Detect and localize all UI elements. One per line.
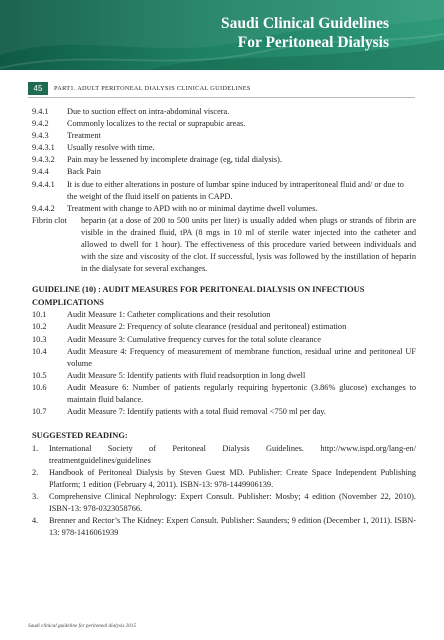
page-body (32, 106, 416, 539)
list-item: 9.4.4.2 Treatment with change to APD with no or minimal daytime dwell volumes. (32, 203, 318, 213)
section-9-4-items (32, 106, 416, 215)
header-divider (28, 97, 415, 98)
list-item: 10.1 Audit Measure 1: Catheter complications and their resolution (32, 310, 271, 320)
list-item: 10.3 Audit Measure 3: Cumulative frequency curves for the total solute clearance (32, 334, 321, 344)
fibrin-clot-paragraph (32, 215, 416, 275)
list-item: 9.4.3 Treatment (32, 131, 101, 141)
reference-item: 4. Brenner and Rector’s The Kidney: Expert Consult. Publisher: Saunders; 9 edition (December 1, 2011). ISBN-13: 978-1416061939 (32, 516, 416, 538)
list-item: 9.4.3.1 Usually resolve with time. (32, 143, 155, 153)
page-header-bar (28, 82, 251, 95)
document-title (221, 14, 389, 52)
list-item: 9.4.4 Back Pain (32, 167, 101, 177)
title-line-2: For Peritoneal Dialysis (237, 34, 389, 51)
reference-item: 3. Comprehensive Clinical Nephrology: Expert Consult. Publisher: Mosby; 4 edition (November 22, 2010). ISBN-13: 978-0323058766. (32, 492, 416, 514)
page-number: 45 (28, 82, 48, 95)
list-item: 10.2 Audit Measure 2: Frequency of solute clearance (residual and peritoneal) estimation (32, 322, 347, 332)
list-item: 9.4.3.2 Pain may be lessened by incomplete drainage (eg, tidal dialysis). (32, 155, 282, 165)
list-item: 10.4 Audit Measure 4: Frequency of measurement of membrane function, residual urine and peritoneal UF volume (32, 346, 416, 368)
fibrin-clot-label: Fibrin clot (32, 215, 67, 225)
suggested-reading-heading: SUGGESTED READING: (32, 431, 128, 441)
part-label: PART1. ADULT PERITONEAL DIALYSIS CLINICAL GUIDELINES (54, 85, 251, 92)
reference-item: 2. Handbook of Peritoneal Dialysis by Steven Guest MD. Publisher: Create Space Independent Publishing Platform; 1 edition (February 4, 2011). ISBN-13: 978-1449906139. (32, 467, 416, 489)
audit-measures-list (32, 309, 416, 418)
list-item: 10.7 Audit Measure 7: Identify patients with a total fluid removal <750 ml per day. (32, 407, 326, 417)
list-item: 9.4.4.1 It is due to either alterations in posture of lumbar spine induced by intraperitoneal fluid and/ or due to the weight of the fluid itself on patients in CAPD. (32, 179, 404, 201)
list-item: 10.6 Audit Measure 6: Number of patients regularly requiring hypertonic (3.86% glucose) exchanges to maintain fluid balance. (32, 382, 416, 404)
header-banner (0, 0, 444, 70)
references-list (32, 443, 416, 540)
fibrin-clot-text: heparin (at a dose of 200 to 500 units per liter) is usually added when plugs or strands of fibrin are visible in the drained fluid, tPA (8 mgs in 10 ml of sterile water injected into the catheter and allowed to dwell for 1 hour). The effectiveness of this procedure varied between individuals and with the size and viscosity of the clot. If successful, lysis was followed by the instillation of heparin in the dialysate for several exchanges. (81, 215, 416, 274)
page-footer: Saudi clinical guideline for peritoneal dialysis 2015 (28, 623, 137, 629)
title-line-1: Saudi Clinical Guidelines (221, 15, 389, 32)
list-item: 9.4.1 Due to suction effect on intra-abdominal viscera. (32, 107, 230, 116)
list-item: 9.4.2 Commonly localizes to the rectal or suprapubic areas. (32, 119, 246, 129)
list-item: 10.5 Audit Measure 5: Identify patients with fluid readsorption in long dwell (32, 370, 306, 380)
guideline-10-heading: GUIDELINE (10) : AUDIT MEASURES FOR PERITONEAL DIALYSIS ON INFECTIOUS COMPLICATIONS (32, 285, 365, 307)
reference-item: 1. International Society of Peritoneal Dialysis Guidelines. http://www.ispd.org/lang-en/ treatmentguidelines/guidelines (32, 443, 416, 465)
